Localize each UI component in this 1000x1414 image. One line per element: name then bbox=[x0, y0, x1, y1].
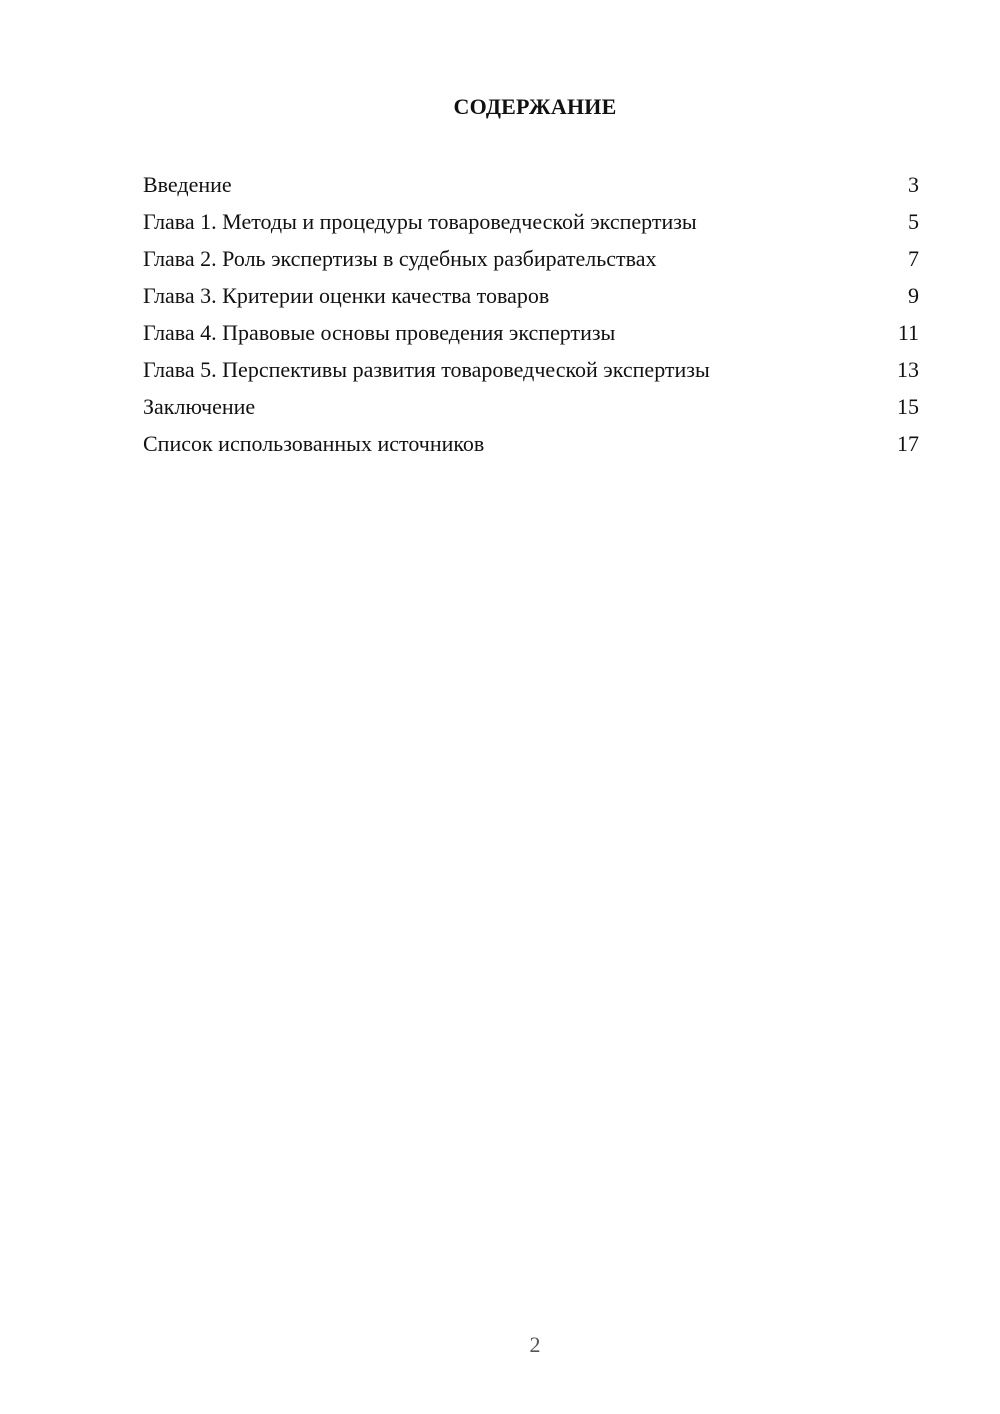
toc-item-label: Список использованных источников bbox=[143, 431, 485, 456]
toc-item-references[interactable] bbox=[143, 427, 919, 464]
toc-item-page: 9 bbox=[908, 283, 919, 308]
page-number: 2 bbox=[529, 1332, 541, 1357]
table-of-contents bbox=[143, 168, 919, 464]
toc-item-conclusion[interactable] bbox=[143, 390, 919, 427]
toc-item-label: Глава 5. Перспективы развития товароведческой экспертизы bbox=[143, 357, 710, 382]
toc-item-chapter-4[interactable] bbox=[143, 316, 919, 353]
toc-item-chapter-3[interactable] bbox=[143, 279, 919, 316]
toc-item-page: 17 bbox=[897, 431, 919, 456]
toc-item-label: Введение bbox=[143, 172, 232, 197]
toc-item-label: Заключение bbox=[143, 394, 256, 419]
toc-item-label: Глава 1. Методы и процедуры товароведческой экспертизы bbox=[143, 209, 697, 234]
toc-item-chapter-5[interactable] bbox=[143, 353, 919, 390]
toc-item-label: Глава 3. Критерии оценки качества товаров bbox=[143, 283, 550, 308]
page-title: СОДЕРЖАНИЕ bbox=[453, 94, 617, 119]
toc-item-page: 3 bbox=[908, 172, 919, 197]
toc-item-label: Глава 2. Роль экспертизы в судебных разбирательствах bbox=[143, 246, 657, 271]
toc-item-page: 13 bbox=[897, 357, 919, 382]
toc-item-page: 15 bbox=[897, 394, 919, 419]
toc-item-page: 7 bbox=[908, 246, 919, 271]
toc-item-page: 5 bbox=[908, 209, 919, 234]
toc-item-page: 11 bbox=[897, 320, 919, 345]
toc-item-chapter-1[interactable] bbox=[143, 205, 919, 242]
toc-item-chapter-2[interactable] bbox=[143, 242, 919, 279]
toc-item-label: Глава 4. Правовые основы проведения экспертизы bbox=[143, 320, 616, 345]
toc-item-introduction[interactable] bbox=[143, 168, 919, 205]
